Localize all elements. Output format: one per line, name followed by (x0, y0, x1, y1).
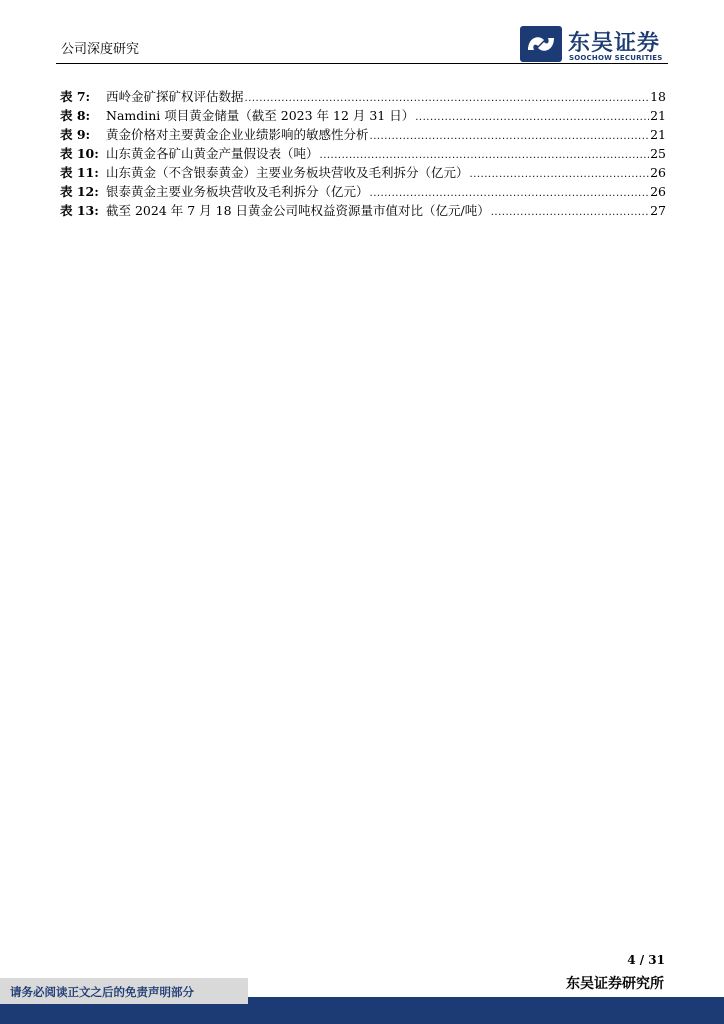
toc-leader-dots (470, 169, 650, 180)
toc-entry[interactable] (60, 163, 666, 182)
logo-english-name: SOOCHOW SECURITIES (569, 54, 663, 62)
toc-entry-title: Namdini 项目黄金储量（截至 2023 年 12 月 31 日） (106, 108, 415, 123)
toc-entry-number: 表 12: (60, 184, 99, 199)
toc-entry-number: 表 10: (60, 146, 99, 161)
toc-entry-title: 山东黄金（不含银泰黄金）主要业务板块营收及毛利拆分（亿元） (106, 165, 469, 180)
report-type-label: 公司深度研究 (61, 42, 140, 57)
toc-entry-page: 21 (650, 127, 666, 142)
toc-entry-page: 18 (650, 89, 666, 104)
table-of-figures (60, 87, 666, 220)
toc-entry-number: 表 8: (60, 108, 91, 123)
toc-entry[interactable] (60, 125, 666, 144)
toc-leader-dots (415, 112, 649, 123)
soochow-logo-icon (520, 26, 562, 62)
toc-entry-page: 26 (650, 165, 666, 180)
disclaimer-banner (0, 978, 248, 1004)
toc-entry-page: 25 (650, 146, 666, 161)
logo-chinese-name: 东吴证券 (568, 31, 661, 56)
toc-leader-dots (245, 93, 650, 104)
toc-entry-title: 山东黄金各矿山黄金产量假设表（吨） (106, 146, 319, 161)
page-indicator: 4 / 31 (627, 953, 665, 967)
toc-entry-number: 表 9: (60, 127, 91, 142)
soochow-logo (520, 24, 680, 64)
toc-entry[interactable] (60, 87, 666, 106)
toc-entry-title: 黄金价格对主要黄金企业业绩影响的敏感性分析 (106, 127, 369, 142)
toc-entry-title: 截至 2024 年 7 月 18 日黄金公司吨权益资源量市值对比（亿元/吨） (106, 203, 490, 218)
toc-entry-page: 27 (650, 203, 666, 218)
footer-organization: 东吴证券研究所 (566, 976, 664, 992)
disclaimer-text: 请务必阅读正文之后的免责声明部分 (10, 985, 194, 999)
toc-entry-number: 表 13: (60, 203, 99, 218)
toc-leader-dots (491, 207, 649, 218)
toc-entry-page: 26 (650, 184, 666, 199)
toc-leader-dots (370, 188, 650, 199)
toc-entry[interactable] (60, 106, 666, 125)
toc-leader-dots (320, 150, 650, 161)
toc-entry-number: 表 7: (60, 89, 91, 104)
toc-entry-title: 银泰黄金主要业务板块营收及毛利拆分（亿元） (106, 184, 369, 199)
header-divider (56, 63, 668, 64)
toc-entry[interactable] (60, 201, 666, 220)
toc-entry[interactable] (60, 144, 666, 163)
toc-entry-number: 表 11: (60, 165, 99, 180)
toc-leader-dots (370, 131, 650, 142)
toc-entry[interactable] (60, 182, 666, 201)
toc-entry-title: 西岭金矿探矿权评估数据 (106, 89, 244, 104)
toc-entry-page: 21 (650, 108, 666, 123)
